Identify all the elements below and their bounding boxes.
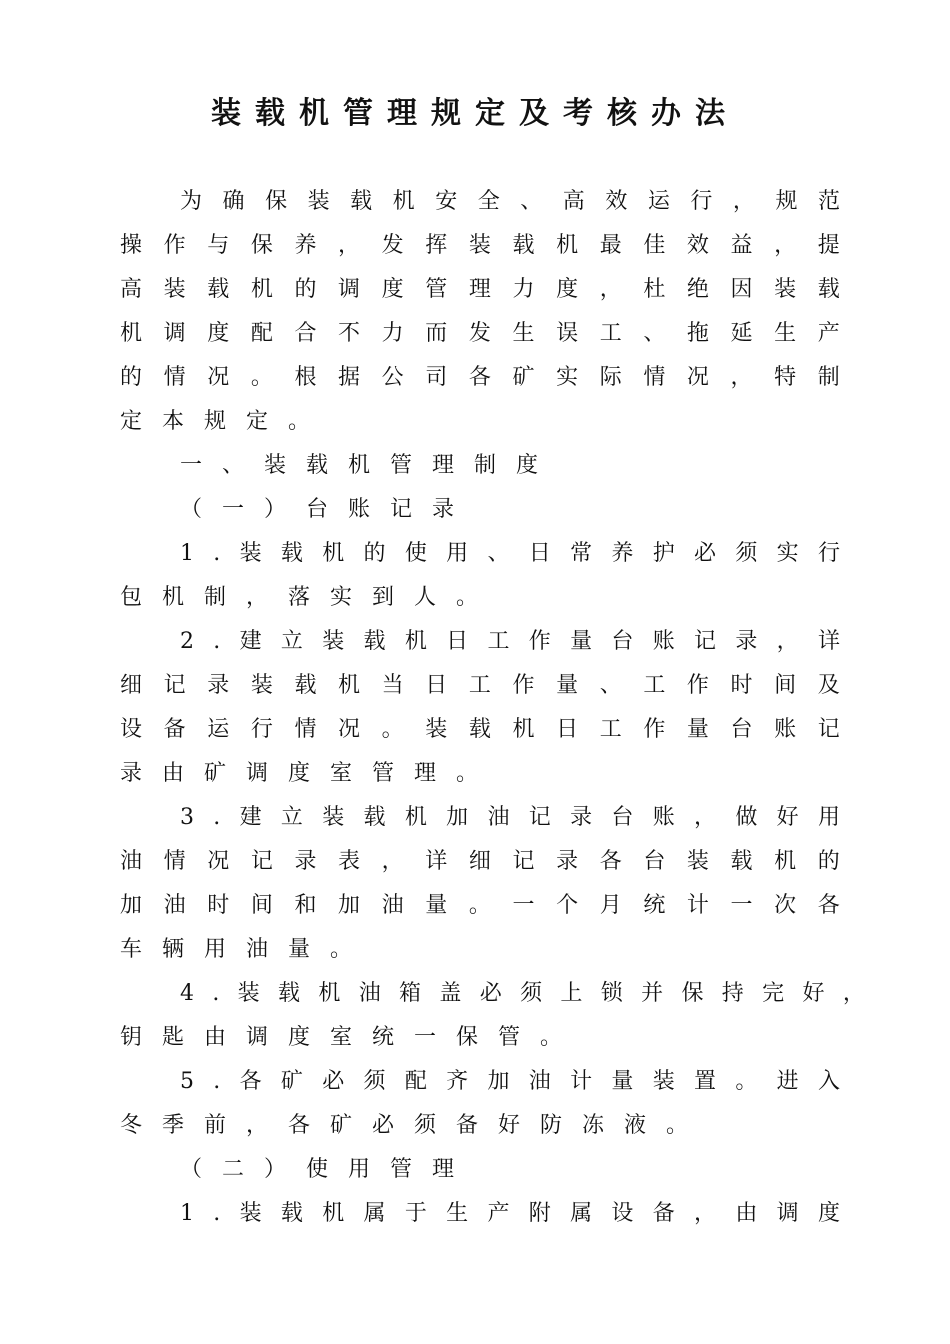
paragraph-line: 高 装 载 机 的 调 度 管 理 力 度 ， 杜 绝 因 装 载 xyxy=(120,277,840,302)
paragraph-line: 录由矿调度室管理。 xyxy=(120,761,499,786)
paragraph-line: 油 情 况 记 录 表 ， 详 细 记 录 各 台 装 载 机 的 xyxy=(120,849,840,874)
paragraph-line: 车辆用油量。 xyxy=(120,937,373,962)
paragraph-line: 5 . 各 矿 必 须 配 齐 加 油 计 量 装 置 。 进 入 xyxy=(180,1069,840,1094)
paragraph-line: 机 调 度 配 合 不 力 而 发 生 误 工 、 拖 延 生 产 xyxy=(120,321,840,346)
paragraph-line: 设 备 运 行 情 况 。 装 载 机 日 工 作 量 台 账 记 xyxy=(120,717,840,742)
paragraph-line: 2 . 建 立 装 载 机 日 工 作 量 台 账 记 录 ， 详 xyxy=(180,629,840,654)
paragraph-line: 3 . 建 立 装 载 机 加 油 记 录 台 账 ， 做 好 用 xyxy=(180,805,840,830)
paragraph-line: 的 情 况 。 根 据 公 司 各 矿 实 际 情 况 ， 特 制 xyxy=(120,365,840,390)
paragraph-line: 1 . 装 载 机 的 使 用 、 日 常 养 护 必 须 实 行 xyxy=(180,541,840,566)
subsection-heading: （一）台账记录 xyxy=(180,497,475,522)
paragraph-line: 包机制，落实到人。 xyxy=(120,585,499,610)
paragraph-line: 操 作 与 保 养 ， 发 挥 装 载 机 最 佳 效 益 ， 提 xyxy=(120,233,840,258)
paragraph-line: 4 . 装 载 机 油 箱 盖 必 须 上 锁 并 保 持 完 好 ， xyxy=(180,981,865,1006)
paragraph-line: 加 油 时 间 和 加 油 量 。 一 个 月 统 计 一 次 各 xyxy=(120,893,840,918)
paragraph-line: 定本规定。 xyxy=(120,409,331,434)
paragraph-line: 冬季前，各矿必须备好防冻液。 xyxy=(120,1113,709,1138)
document-title: 装载机管理规定及考核办法 xyxy=(211,96,739,131)
paragraph-line: 钥匙由调度室统一保管。 xyxy=(120,1025,583,1050)
paragraph-line: 1 . 装 载 机 属 于 生 产 附 属 设 备 ， 由 调 度 xyxy=(180,1201,840,1226)
paragraph-line: 为 确 保 装 载 机 安 全 、 高 效 运 行 ， 规 范 xyxy=(180,189,840,214)
subsection-heading: （二）使用管理 xyxy=(180,1157,475,1182)
section-heading: 一、装载机管理制度 xyxy=(180,453,559,478)
paragraph-line: 细 记 录 装 载 机 当 日 工 作 量 、 工 作 时 间 及 xyxy=(120,673,840,698)
